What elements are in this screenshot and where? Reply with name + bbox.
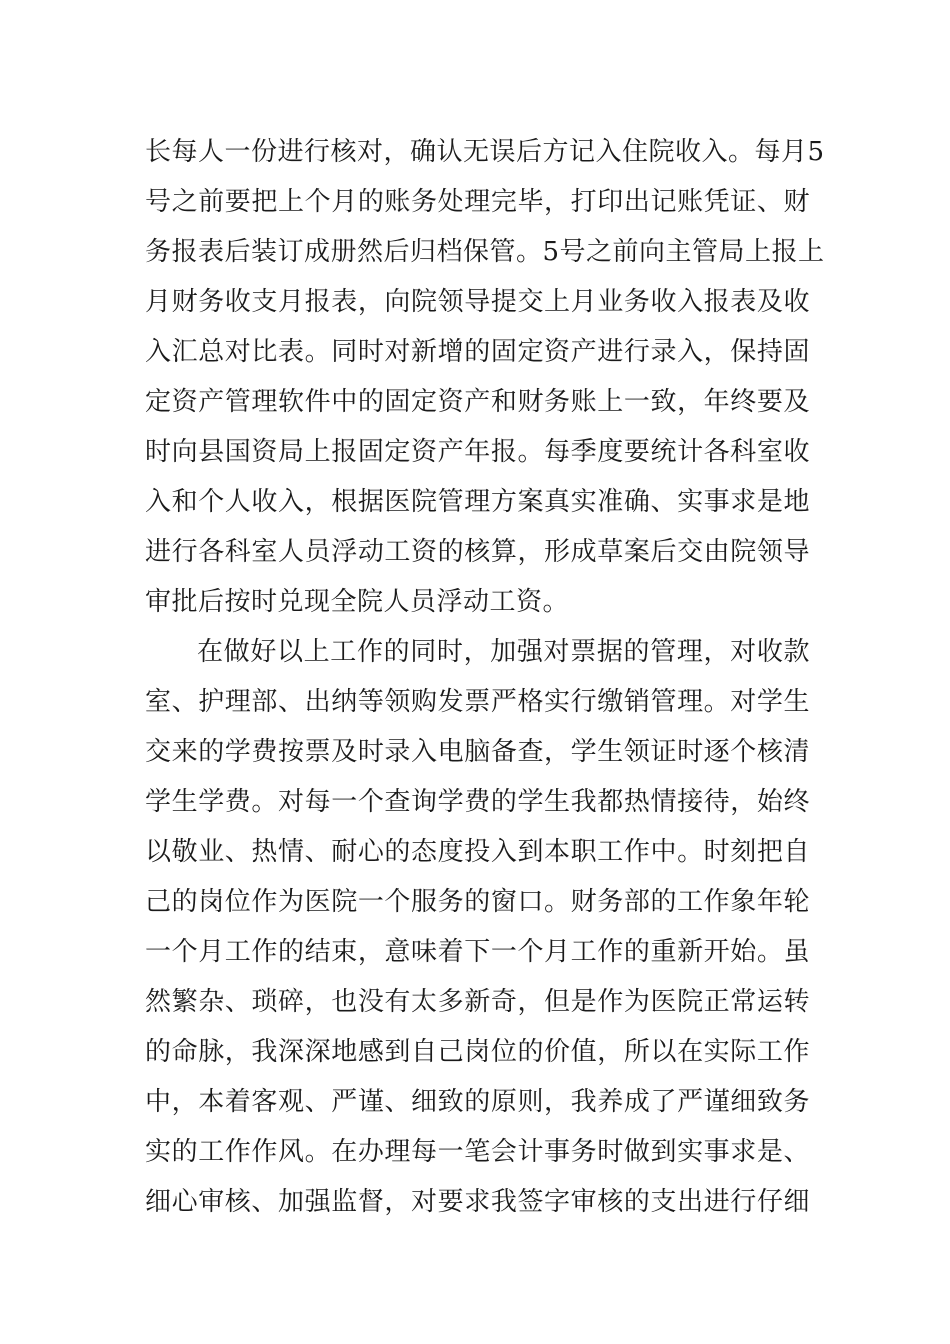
paragraph-end-line: 审批后按时兑现全院人员浮动工资。 xyxy=(145,587,570,617)
text-line: 学生学费。对每一个查询学费的学生我都热情接待，始终 xyxy=(145,787,810,817)
text-line: 室、护理部、出纳等领购发票严格实行缴销管理。对学生 xyxy=(145,687,810,717)
text-line: 细心审核、加强监督，对要求我签字审核的支出进行仔细 xyxy=(145,1187,810,1217)
text-line: 务报表后装订成册然后归档保管。5号之前向主管局上报上 xyxy=(145,237,825,267)
paragraph-first-line: 在做好以上工作的同时，加强对票据的管理，对收款 xyxy=(197,637,810,667)
text-line: 实的工作作风。在办理每一笔会计事务时做到实事求是、 xyxy=(145,1137,810,1167)
text-line: 长每人一份进行核对，确认无误后方记入住院收入。每月5 xyxy=(145,137,825,167)
text-line: 入汇总对比表。同时对新增的固定资产进行录入，保持固 xyxy=(145,337,810,367)
text-line: 入和个人收入，根据医院管理方案真实准确、实事求是地 xyxy=(145,487,810,517)
text-line: 己的岗位作为医院一个服务的窗口。财务部的工作象年轮 xyxy=(145,887,810,917)
text-line: 一个月工作的结束，意味着下一个月工作的重新开始。虽 xyxy=(145,937,810,967)
text-line: 的命脉，我深深地感到自己岗位的价值，所以在实际工作 xyxy=(145,1037,810,1067)
text-line: 交来的学费按票及时录入电脑备查，学生领证时逐个核清 xyxy=(145,737,810,767)
text-line: 号之前要把上个月的账务处理完毕，打印出记账凭证、财 xyxy=(145,187,810,217)
text-line: 月财务收支月报表，向院领导提交上月业务收入报表及收 xyxy=(145,287,810,317)
text-line: 然繁杂、琐碎，也没有太多新奇，但是作为医院正常运转 xyxy=(145,987,810,1017)
text-line: 定资产管理软件中的固定资产和财务账上一致，年终要及 xyxy=(145,387,810,417)
text-line: 时向县国资局上报固定资产年报。每季度要统计各科室收 xyxy=(145,437,810,467)
text-line: 进行各科室人员浮动工资的核算，形成草案后交由院领导 xyxy=(145,537,810,567)
text-line: 中，本着客观、严谨、细致的原则，我养成了严谨细致务 xyxy=(145,1087,810,1117)
text-line: 以敬业、热情、耐心的态度投入到本职工作中。时刻把自 xyxy=(145,837,810,867)
